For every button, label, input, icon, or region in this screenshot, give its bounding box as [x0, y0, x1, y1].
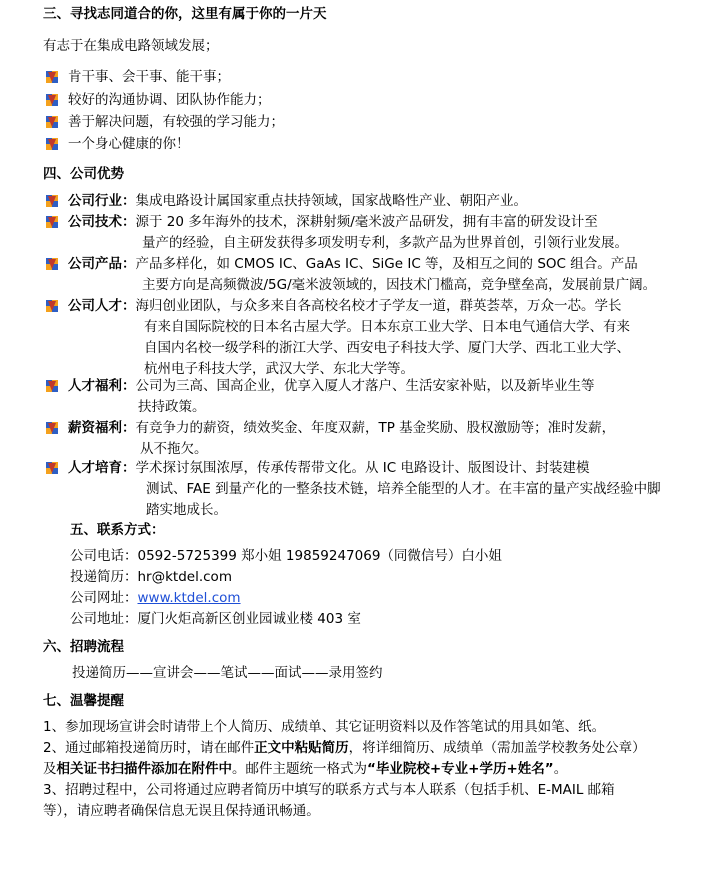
- advantage-text: 扶持政策。: [138, 399, 206, 415]
- reminder-emphasis: “毕业院校+专业+学历+姓名”: [367, 761, 554, 777]
- section-4-heading: 四、公司优势: [43, 166, 124, 182]
- contact-address: 公司地址：厦门火炬高新区创业园诚业楼 403 室: [70, 611, 361, 627]
- contact-email: 投递简历：hr@ktdel.com: [70, 569, 232, 585]
- section-3-heading: 三、寻找志同道合的你，这里有属于你的一片天: [43, 6, 327, 22]
- bullet-icon: [46, 380, 58, 392]
- advantage-text: 自国内名校一级学科的浙江大学、西安电子科技大学、厦门大学、西北工业大学、: [144, 340, 630, 356]
- requirement-item: 善于解决问题，有较强的学习能力；: [68, 114, 284, 130]
- requirement-item: 较好的沟通协调、团队协作能力；: [68, 92, 271, 108]
- reminder-text: ，将详细简历、成绩单（需加盖学校教务处公章）: [348, 740, 646, 756]
- advantage-text: 杭州电子科技大学，武汉大学、东北大学等。: [144, 361, 414, 377]
- advantage-text: 测试、FAE 到量产化的一整条技术链，培养全能型的人才。在丰富的量产实战经验中脚: [146, 481, 661, 497]
- section-7-heading: 七、温馨提醒: [43, 693, 124, 709]
- advantage-label: 人才培育：: [68, 460, 136, 476]
- advantage-text: 从不拖欠。: [140, 441, 208, 457]
- reminder-text: 2、通过邮箱投递简历时，请在邮件: [43, 740, 255, 756]
- advantage-talent: [68, 297, 622, 315]
- bullet-icon: [46, 71, 58, 83]
- advantage-salary: [68, 419, 615, 437]
- advantage-text: 有竞争力的薪资，绩效奖金、年度双薪，TP 基金奖励、股权激励等；准时发薪，: [135, 420, 616, 436]
- advantage-label: 人才福利：: [68, 378, 136, 394]
- contact-website: [70, 589, 241, 607]
- advantage-label: 公司产品：: [68, 256, 136, 272]
- requirement-item: 一个身心健康的你！: [68, 136, 190, 152]
- section-6-heading: 六、招聘流程: [43, 639, 124, 655]
- section-5-heading: 五、联系方式：: [70, 522, 165, 538]
- recruit-flow: 投递简历——宣讲会——笔试——面试——录用签约: [72, 665, 383, 681]
- bullet-icon: [46, 216, 58, 228]
- reminder-line-1: 1、参加现场宣讲会时请带上个人简历、成绩单、其它证明资料以及作答笔试的用具如笔、纸。: [43, 719, 606, 735]
- requirement-item: 肯干事、会干事、能干事；: [68, 69, 230, 85]
- section-3-intro: 有志于在集成电路领域发展；: [43, 38, 219, 54]
- bullet-icon: [46, 462, 58, 474]
- reminder-text: 及: [43, 761, 57, 777]
- bullet-icon: [46, 258, 58, 270]
- advantage-welfare: [68, 377, 595, 395]
- advantage-label: 公司人才：: [68, 298, 136, 314]
- advantage-text: 量产的经验，自主研发获得多项发明专利，多款产品为世界首创，引领行业发展。: [142, 235, 628, 251]
- website-link[interactable]: www.ktdel.com: [137, 590, 241, 606]
- reminder-emphasis: 相关证书扫描件添加在附件中: [56, 761, 232, 777]
- bullet-icon: [46, 300, 58, 312]
- reminder-line-3: [43, 760, 567, 778]
- website-label: 公司网址：: [70, 590, 138, 606]
- advantage-tech: [68, 213, 598, 231]
- advantage-text: 产品多样化，如 CMOS IC、GaAs IC、SiGe IC 等，及相互之间的 SOC 组合。产品: [135, 256, 638, 272]
- contact-phone: 公司电话：0592-5725399 郑小姐 19859247069（同微信号）白小姐: [70, 548, 502, 564]
- reminder-text: 。邮件主题统一格式为: [232, 761, 367, 777]
- advantage-label: 公司技术：: [68, 214, 136, 230]
- advantage-industry: [68, 192, 527, 210]
- reminder-line-4: 3、招聘过程中，公司将通过应聘者简历中填写的联系方式与本人联系（包括手机、E-MAIL 邮箱: [43, 782, 615, 798]
- reminder-line-2: [43, 739, 646, 757]
- bullet-icon: [46, 422, 58, 434]
- reminder-line-5: 等），请应聘者确保信息无误且保持通讯畅通。: [43, 803, 320, 819]
- bullet-icon: [46, 195, 58, 207]
- advantage-text: 海归创业团队，与众多来自各高校名校才子学友一道，群英荟萃，万众一芯。学长: [135, 298, 622, 314]
- advantage-label: 薪资福利：: [68, 420, 136, 436]
- advantage-label: 公司行业：: [68, 193, 136, 209]
- advantage-text: 公司为三高、国高企业，优享入厦人才落户、生活安家补贴，以及新毕业生等: [135, 378, 595, 394]
- bullet-icon: [46, 94, 58, 106]
- bullet-icon: [46, 138, 58, 150]
- advantage-training: [68, 459, 590, 477]
- advantage-text: 主要方向是高频微波/5G/毫米波领域的，因技术门槛高，竞争壁垒高，发展前景广阔。: [142, 277, 657, 293]
- advantage-text: 集成电路设计属国家重点扶持领域，国家战略性产业、朝阳产业。: [135, 193, 527, 209]
- advantage-text: 踏实地成长。: [146, 502, 227, 518]
- advantage-product: [68, 255, 638, 273]
- bullet-icon: [46, 116, 58, 128]
- advantage-text: 学术探讨氛围浓厚，传承传帮带文化。从 IC 电路设计、版图设计、封装建模: [135, 460, 590, 476]
- reminder-text: 。: [553, 761, 568, 777]
- advantage-text: 有来自国际院校的日本名古屋大学。日本东京工业大学、日本电气通信大学、有来: [144, 319, 630, 335]
- reminder-emphasis: 正文中粘贴简历: [254, 740, 349, 756]
- advantage-text: 源于 20 多年海外的技术，深耕射频/毫米波产品研发，拥有丰富的研发设计至: [135, 214, 598, 230]
